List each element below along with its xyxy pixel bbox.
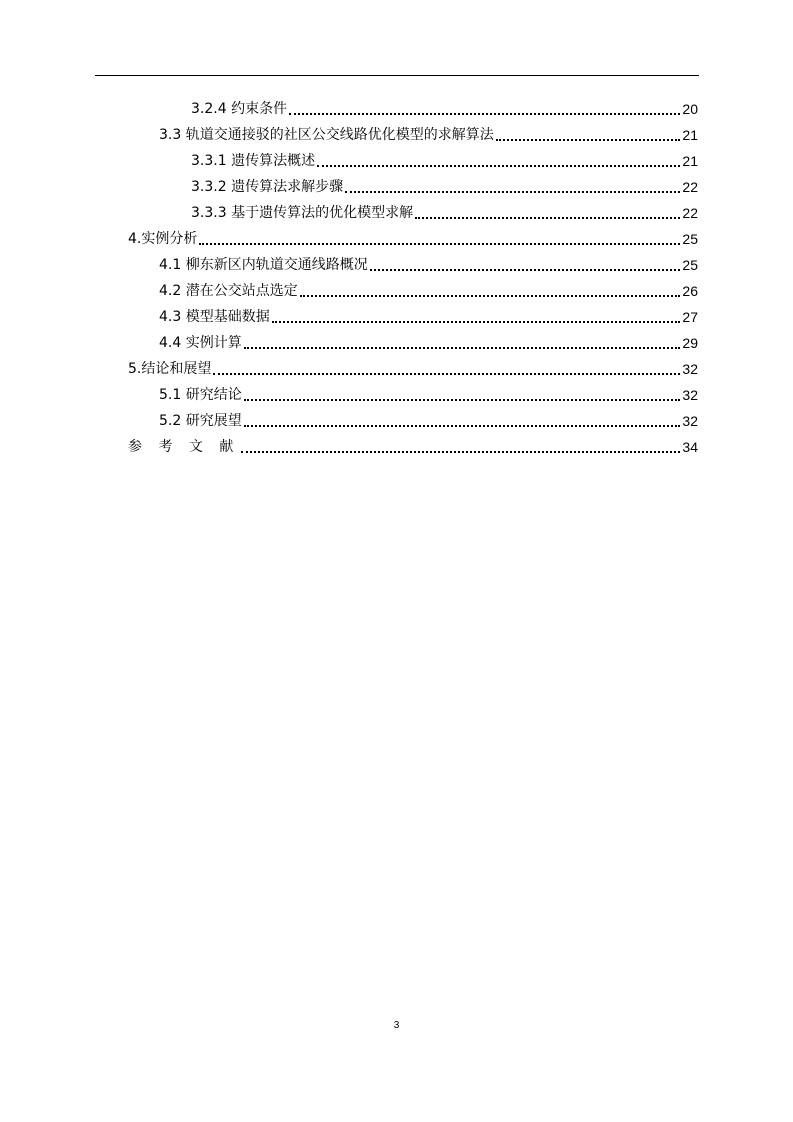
toc-entry-label: 4.实例分析: [128, 231, 198, 247]
toc-entry-page: 21: [682, 127, 698, 143]
toc-entry-label: 参 考 文 献: [128, 439, 240, 455]
toc-entry-page: 32: [682, 361, 698, 377]
toc-entry-page: 25: [682, 231, 698, 247]
toc-entry-page: 27: [682, 309, 698, 325]
toc-dot-leader: [244, 347, 681, 349]
toc-entry-label: 3.2.4 约束条件: [191, 101, 288, 117]
toc-entry-page: 32: [682, 413, 698, 429]
toc-entry-page: 34: [682, 439, 698, 455]
toc-entry[interactable]: [191, 197, 698, 223]
toc-entry-page: 22: [682, 179, 698, 195]
toc-dot-leader: [244, 399, 681, 401]
toc-entry-label: 4.2 潜在公交站点选定: [159, 283, 298, 299]
toc-entry[interactable]: [159, 405, 698, 431]
toc-dot-leader: [213, 373, 680, 375]
toc-entry-label: 3.3.1 遗传算法概述: [191, 153, 316, 169]
toc-entry-label: 5.1 研究结论: [159, 387, 242, 403]
toc-entry-page: 32: [682, 387, 698, 403]
toc-dot-leader: [300, 295, 681, 297]
toc-dot-leader: [289, 113, 680, 115]
toc-entry[interactable]: [159, 275, 698, 301]
toc-entry[interactable]: [159, 119, 698, 145]
toc-entry-label: 3.3.2 遗传算法求解步骤: [191, 179, 344, 195]
page-number: 3: [393, 1020, 400, 1031]
toc-dot-leader: [244, 425, 681, 427]
toc-entry-page: 29: [682, 335, 698, 351]
toc-dot-leader: [370, 269, 681, 271]
toc-entry[interactable]: [191, 145, 698, 171]
toc-entry-label: 4.4 实例计算: [159, 335, 242, 351]
toc-entry[interactable]: [128, 353, 698, 379]
toc-entry-label: 4.1 柳东新区内轨道交通线路概况: [159, 257, 368, 273]
toc-dot-leader: [317, 165, 680, 167]
toc-dot-leader: [496, 139, 681, 141]
toc-dot-leader: [345, 191, 680, 193]
toc-entry[interactable]: [128, 223, 698, 249]
toc-entry[interactable]: [191, 93, 698, 119]
toc-entry-label: 3.3 轨道交通接驳的社区公交线路优化模型的求解算法: [159, 127, 494, 143]
toc-entry-label: 5.结论和展望: [128, 361, 212, 377]
toc-entry-page: 22: [682, 205, 698, 221]
toc-entry-page: 26: [682, 283, 698, 299]
toc-dot-leader: [272, 321, 681, 323]
toc-entry[interactable]: [159, 249, 698, 275]
toc-entry-label: 5.2 研究展望: [159, 413, 242, 429]
toc-entry[interactable]: [159, 301, 698, 327]
toc-entry-page: 25: [682, 257, 698, 273]
toc-dot-leader: [241, 451, 680, 453]
toc-entry-label: 4.3 模型基础数据: [159, 309, 270, 325]
toc-entry[interactable]: [128, 431, 698, 457]
toc-dot-leader: [415, 217, 680, 219]
toc-entry[interactable]: [191, 171, 698, 197]
toc-entry-label: 3.3.3 基于遗传算法的优化模型求解: [191, 205, 414, 221]
header-rule: [95, 75, 699, 76]
toc-entry[interactable]: [159, 327, 698, 353]
toc-dot-leader: [199, 243, 680, 245]
toc-entry-page: 21: [682, 153, 698, 169]
toc-entry-page: 20: [682, 101, 698, 117]
toc-entry[interactable]: [159, 379, 698, 405]
